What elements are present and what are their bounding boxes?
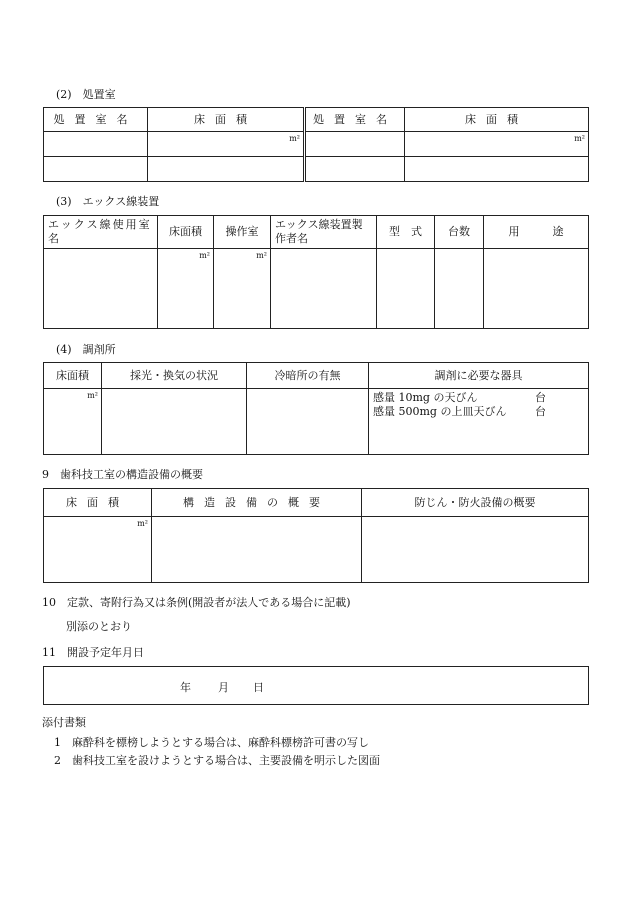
xray-room-name-header: エックス線使用室名 bbox=[44, 216, 158, 249]
lighting-ventilation-cell[interactable] bbox=[102, 389, 247, 455]
lighting-ventilation-header: 採光・換気の状況 bbox=[102, 363, 247, 389]
dispensing-equipment-header: 調剤に必要な器具 bbox=[369, 363, 589, 389]
treatment-room-name-header-2: 処置室名 bbox=[305, 108, 405, 132]
model-cell[interactable] bbox=[377, 249, 435, 329]
cold-dark-place-header: 冷暗所の有無 bbox=[247, 363, 369, 389]
floor-area-header: 床面積 bbox=[148, 108, 305, 132]
model-header: 型 式 bbox=[377, 216, 435, 249]
xray-equipment-table bbox=[43, 215, 589, 329]
floor-area-cell-2[interactable]: m² bbox=[405, 132, 589, 157]
control-room-header: 操作室 bbox=[214, 216, 271, 249]
year-label: 年 bbox=[180, 681, 191, 694]
usage-cell[interactable] bbox=[484, 249, 589, 329]
dispensary-floor-area-header: 床面積 bbox=[44, 363, 102, 389]
treatment-room-table bbox=[43, 107, 589, 182]
dust-fire-prevention-cell[interactable] bbox=[362, 517, 589, 583]
unit-count-cell[interactable] bbox=[435, 249, 484, 329]
usage-header: 用 途 bbox=[484, 216, 589, 249]
dust-fire-prevention-header: 防じん・防火設備の概要 bbox=[362, 489, 589, 517]
structure-equipment-header: 構造設備の概要 bbox=[152, 489, 362, 517]
attachment-item-2: 2 歯科技工室を設けようとする場合は、主要設備を明示した図面 bbox=[54, 754, 380, 767]
xray-floor-area-cell[interactable]: m² bbox=[158, 249, 214, 329]
section-3-heading: (3) エックス線装置 bbox=[56, 195, 160, 208]
attachments-heading: 添付書類 bbox=[42, 716, 86, 729]
section-11-heading: 11 開設予定年月日 bbox=[42, 646, 144, 659]
dental-lab-table bbox=[43, 488, 589, 583]
treatment-room-name-cell-2[interactable] bbox=[305, 132, 405, 157]
treatment-room-name-header: 処置室名 bbox=[44, 108, 148, 132]
section-10-heading: 10 定款、寄附行為又は条例(開設者が法人である場合に記載) bbox=[42, 596, 351, 609]
section-4-heading: (4) 調剤所 bbox=[56, 343, 116, 356]
control-room-cell[interactable]: m² bbox=[214, 249, 271, 329]
attachment-item-1: 1 麻酔科を標榜しようとする場合は、麻酔科標榜許可書の写し bbox=[54, 736, 369, 749]
section-10-body: 別添のとおり bbox=[66, 620, 132, 633]
dental-lab-floor-area-header: 床面積 bbox=[44, 489, 152, 517]
opening-date-field[interactable] bbox=[43, 666, 589, 705]
treatment-room-name-cell-4[interactable] bbox=[305, 157, 405, 182]
dispensing-equipment-cell[interactable] bbox=[369, 389, 589, 455]
dental-lab-floor-area-cell[interactable]: m² bbox=[44, 517, 152, 583]
floor-area-header-2: 床面積 bbox=[405, 108, 589, 132]
balance-10mg-label: 感量 10mg の天びん bbox=[373, 391, 478, 404]
xray-floor-area-header: 床面積 bbox=[158, 216, 214, 249]
floor-area-cell-3[interactable] bbox=[148, 157, 305, 182]
xray-manufacturer-header: エックス線装置製作者名 bbox=[271, 216, 377, 249]
day-label: 日 bbox=[253, 681, 264, 694]
treatment-room-name-cell[interactable] bbox=[44, 132, 148, 157]
balance-500mg-unit: 台 bbox=[535, 405, 546, 418]
dispensary-table bbox=[43, 362, 589, 455]
section-2-heading: (2) 処置室 bbox=[56, 88, 116, 101]
unit-count-header: 台数 bbox=[435, 216, 484, 249]
xray-manufacturer-cell[interactable] bbox=[271, 249, 377, 329]
month-label: 月 bbox=[218, 681, 229, 694]
treatment-room-name-cell-3[interactable] bbox=[44, 157, 148, 182]
floor-area-cell[interactable]: m² bbox=[148, 132, 305, 157]
structure-equipment-cell[interactable] bbox=[152, 517, 362, 583]
xray-room-name-cell[interactable] bbox=[44, 249, 158, 329]
floor-area-cell-4[interactable] bbox=[405, 157, 589, 182]
section-9-heading: 9 歯科技工室の構造設備の概要 bbox=[42, 468, 203, 481]
dispensary-floor-area-cell[interactable]: m² bbox=[44, 389, 102, 455]
balance-10mg-unit: 台 bbox=[535, 391, 546, 404]
cold-dark-place-cell[interactable] bbox=[247, 389, 369, 455]
balance-500mg-label: 感量 500mg の上皿天びん bbox=[373, 405, 507, 418]
